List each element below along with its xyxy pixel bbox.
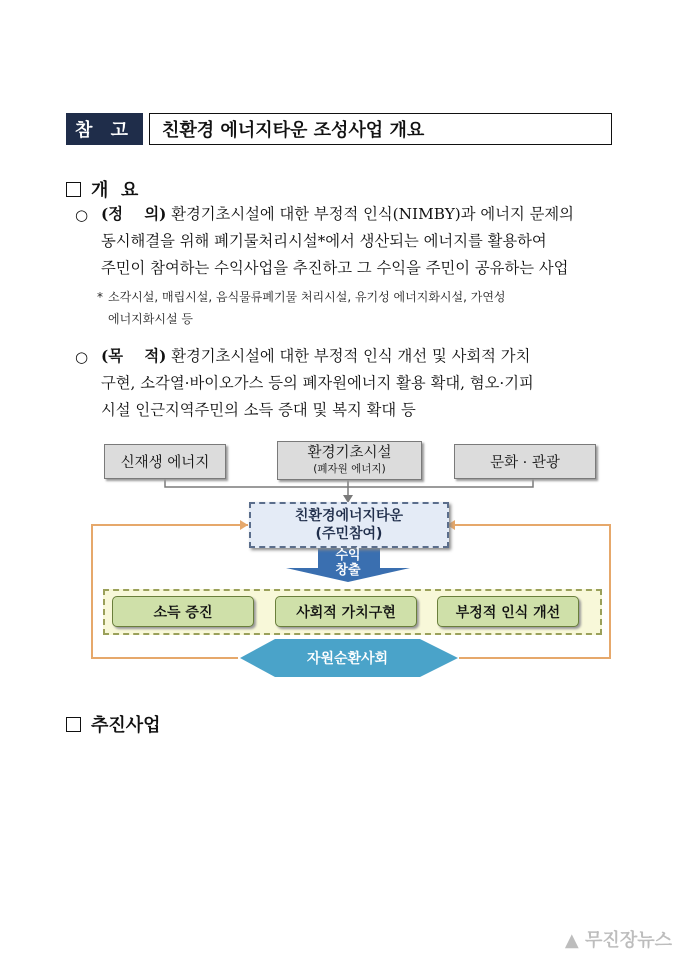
- eco-energy-town-box: [249, 502, 449, 548]
- watermark: [565, 926, 672, 952]
- outcome-social-value: 사회적 가치구현: [275, 596, 417, 627]
- footnote-mark: *: [97, 290, 103, 304]
- definition-line-3: 주민이 참여하는 수익사업을 추진하고 그 수익을 주민이 공유하는 사업: [101, 259, 569, 277]
- input-sublabel: (폐자원 에너지): [313, 462, 386, 475]
- arrow-line-1: 수익: [335, 548, 361, 563]
- purpose-line-1: 환경기초시설에 대한 부정적 인식 개선 및 사회적 가치: [171, 347, 531, 365]
- footnote-line-1: 소각시설, 매립시설, 음식물류폐기물 처리시설, 유기성 에너지화시설, 가연성: [108, 290, 506, 304]
- section-title: 개 요: [91, 180, 139, 201]
- purpose-line-2: 구현, 소각열·바이오가스 등의 폐자원에너지 활용 확대, 혐오·기피: [101, 374, 534, 392]
- input-environmental-facility: [277, 441, 422, 480]
- bullet-circle-icon: ○: [75, 348, 89, 366]
- definition-line-1: 환경기초시설에 대한 부정적 인식(NIMBY)과 에너지 문제의: [171, 205, 574, 223]
- purpose-line-3: 시설 인근지역주민의 소득 증대 및 복지 확대 등: [101, 401, 416, 419]
- mountain-logo-icon: ▲: [564, 930, 579, 951]
- definition-label: (정 의): [101, 205, 167, 223]
- document-title: 친환경 에너지타운 조성사업 개요: [149, 113, 612, 145]
- section-title: 추진사업: [91, 715, 161, 736]
- arrow-line-2: 창출: [335, 563, 361, 578]
- input-renewable-energy: [104, 444, 226, 479]
- input-label: 문화 · 관광: [490, 455, 560, 471]
- reference-tag: 참 고: [66, 113, 143, 145]
- definition-line-2: 동시해결을 위해 폐기물처리시설*에서 생산되는 에너지를 활용하여: [101, 232, 547, 250]
- input-culture-tourism: [454, 444, 596, 479]
- checkbox-square-icon: [66, 717, 81, 732]
- revenue-arrow-label: [320, 548, 376, 578]
- footnote-line-2: 에너지화시설 등: [108, 312, 193, 326]
- bottom-label: 자원순환사회: [306, 651, 389, 667]
- watermark-text: 무진장뉴스: [585, 930, 672, 951]
- bullet-circle-icon: ○: [75, 206, 89, 224]
- outcome-perception-improvement: 부정적 인식 개선: [437, 596, 579, 627]
- outcome-income-increase: 소득 증진: [112, 596, 254, 627]
- input-label: 환경기초시설: [307, 444, 392, 461]
- center-line-2: (주민참여): [315, 526, 383, 542]
- purpose-label: (목 적): [101, 347, 167, 365]
- section-heading-projects: [66, 711, 161, 737]
- input-label: 신재생 에너지: [120, 455, 210, 471]
- center-line-1: 친환경에너지타운: [294, 508, 404, 524]
